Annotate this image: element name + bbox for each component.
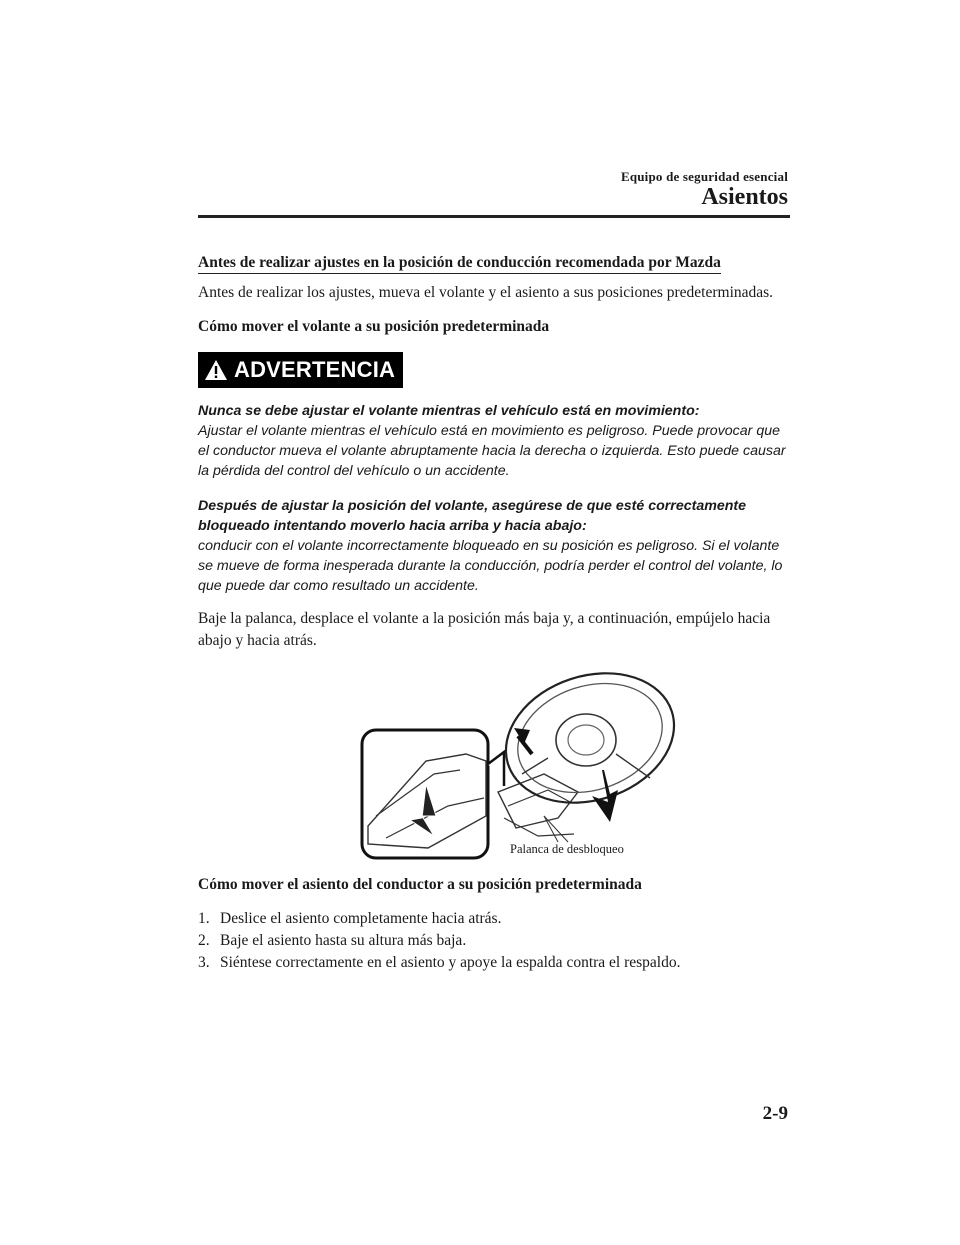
running-header-title: Asientos bbox=[701, 184, 788, 210]
instruction-paragraph: Baje la palanca, desplace el volante a la posición más baja y, a continuación, empújelo hacia abajo y hacia atrás. bbox=[198, 610, 771, 649]
steps-list bbox=[198, 908, 790, 974]
warning-label-text: ADVERTENCIA bbox=[234, 357, 396, 382]
section-heading: Antes de realizar ajustes en la posición de conducción recomendada por Mazda bbox=[198, 254, 721, 274]
warning-item-body: Ajustar el volante mientras el vehículo está en movimiento es peligroso. Puede provocar que el conductor mueva el volante abruptamente hacia la derecha o izquierda. Esto puede causar la pérdida del control del vehículo o un accidente. bbox=[198, 423, 786, 479]
header-rule bbox=[198, 215, 790, 218]
warning-label bbox=[198, 352, 403, 388]
figure-caption: Palanca de desbloqueo bbox=[510, 842, 624, 856]
list-item: 3. Siéntese correctamente en el asiento y apoye la espalda contra el respaldo. bbox=[198, 954, 681, 971]
warning-item bbox=[198, 496, 790, 596]
subheading-seat: Cómo mover el asiento del conductor a su posición predeterminada bbox=[198, 876, 642, 893]
running-header-kicker: Equipo de seguridad esencial bbox=[620, 169, 788, 184]
warning-item-body: conducir con el volante incorrectamente bloqueado en su posición es peligroso. Si el volante se mueve de forma inesperada durante la conducción, podría perder el control del volante, lo que puede dar como resultado un accidente. bbox=[198, 538, 783, 594]
list-item: 2. Baje el asiento hasta su altura más baja. bbox=[198, 932, 467, 949]
list-item: 1. Deslice el asiento completamente hacia atrás. bbox=[198, 910, 502, 927]
warning-triangle-icon bbox=[204, 359, 228, 381]
warning-item-title: Nunca se debe ajustar el volante mientras el vehículo está en movimiento: bbox=[198, 403, 700, 419]
warning-item-title: Después de ajustar la posición del volante, asegúrese de que esté correctamente bloqueado intentando moverlo hacia arriba y hacia abajo: bbox=[198, 498, 747, 534]
steering-figure bbox=[198, 666, 790, 866]
page-content bbox=[198, 254, 790, 974]
steering-wheel-illustration bbox=[198, 666, 790, 866]
page-number: 2-9 bbox=[762, 1103, 788, 1124]
warning-item bbox=[198, 401, 790, 481]
intro-paragraph: Antes de realizar los ajustes, mueva el volante y el asiento a sus posiciones predeterminadas. bbox=[198, 284, 774, 301]
subheading-steering: Cómo mover el volante a su posición predeterminada bbox=[198, 318, 550, 335]
warning-box bbox=[198, 352, 790, 596]
